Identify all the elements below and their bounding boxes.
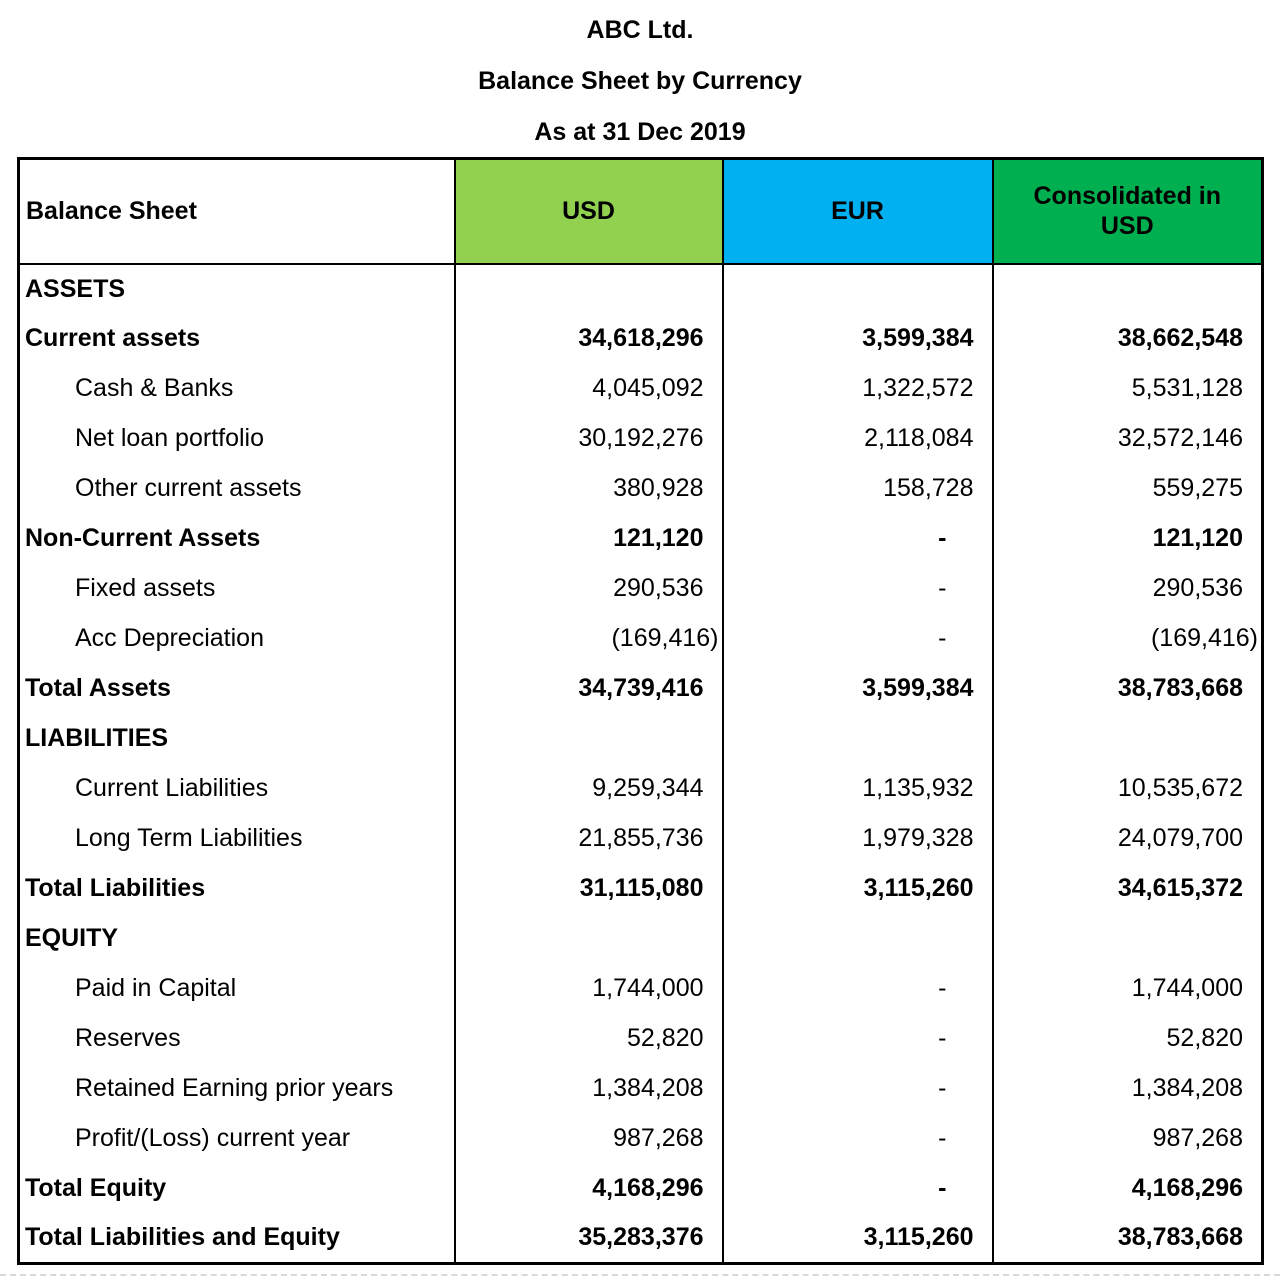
eur-value: 1,135,932 xyxy=(723,764,993,814)
usd-value: 35,283,376 xyxy=(455,1214,723,1264)
eur-value xyxy=(723,914,993,964)
eur-value: 3,599,384 xyxy=(723,314,993,364)
table-row-other-current-assets xyxy=(19,464,1263,514)
consolidated-value: 32,572,146 xyxy=(993,414,1263,464)
consolidated-value xyxy=(993,914,1263,964)
eur-value: 1,322,572 xyxy=(723,364,993,414)
table-row-liabilities xyxy=(19,714,1263,764)
table-row-acc-depreciation xyxy=(19,614,1263,664)
consolidated-value: 121,120 xyxy=(993,514,1263,564)
eur-value: 3,599,384 xyxy=(723,664,993,714)
eur-value xyxy=(723,714,993,764)
row-label: Non-Current Assets xyxy=(19,514,455,564)
table-row-total-liabilities-and-equity xyxy=(19,1214,1263,1264)
usd-value xyxy=(455,264,723,314)
table-row-reserves xyxy=(19,1014,1263,1064)
table-row-current-assets xyxy=(19,314,1263,364)
table-row-non-current-assets xyxy=(19,514,1263,564)
eur-value: 3,115,260 xyxy=(723,1214,993,1264)
company-name: ABC Ltd. xyxy=(586,16,694,44)
usd-value: 1,384,208 xyxy=(455,1064,723,1114)
usd-value: 290,536 xyxy=(455,564,723,614)
row-label: Total Liabilities xyxy=(19,864,455,914)
row-label: Retained Earning prior years xyxy=(19,1064,455,1114)
usd-value: 4,045,092 xyxy=(455,364,723,414)
consolidated-value: 1,384,208 xyxy=(993,1064,1263,1114)
table-row-assets xyxy=(19,264,1263,314)
consolidated-value: 10,535,672 xyxy=(993,764,1263,814)
row-label: Acc Depreciation xyxy=(19,614,455,664)
row-label: Current assets xyxy=(19,314,455,364)
table-row-total-equity xyxy=(19,1164,1263,1214)
header-balance-sheet: Balance Sheet xyxy=(19,159,455,264)
row-label: EQUITY xyxy=(19,914,455,964)
row-label: Profit/(Loss) current year xyxy=(19,1114,455,1164)
report-header xyxy=(0,0,1280,158)
eur-value: - xyxy=(723,614,993,664)
row-label: Paid in Capital xyxy=(19,964,455,1014)
eur-value: 1,979,328 xyxy=(723,814,993,864)
eur-value: - xyxy=(723,514,993,564)
usd-value: 987,268 xyxy=(455,1114,723,1164)
eur-value xyxy=(723,264,993,314)
consolidated-value: 52,820 xyxy=(993,1014,1263,1064)
consolidated-value: 38,783,668 xyxy=(993,664,1263,714)
consolidated-value: 290,536 xyxy=(993,564,1263,614)
report-title: Balance Sheet by Currency xyxy=(478,67,802,95)
table-row-paid-in-capital xyxy=(19,964,1263,1014)
eur-value: - xyxy=(723,1014,993,1064)
eur-value: 2,118,084 xyxy=(723,414,993,464)
eur-value: 158,728 xyxy=(723,464,993,514)
row-label: Total Assets xyxy=(19,664,455,714)
consolidated-value xyxy=(993,714,1263,764)
table-row-total-liabilities xyxy=(19,864,1263,914)
eur-value: - xyxy=(723,964,993,1014)
header-usd: USD xyxy=(455,159,723,264)
usd-value: (169,416) xyxy=(455,614,723,664)
consolidated-value: 1,744,000 xyxy=(993,964,1263,1014)
usd-value: 52,820 xyxy=(455,1014,723,1064)
consolidated-value: 4,168,296 xyxy=(993,1164,1263,1214)
header-eur: EUR xyxy=(723,159,993,264)
table-row-profit-loss-current-year xyxy=(19,1114,1263,1164)
row-label: Total Liabilities and Equity xyxy=(19,1214,455,1264)
consolidated-value: (169,416) xyxy=(993,614,1263,664)
consolidated-value: 987,268 xyxy=(993,1114,1263,1164)
usd-value xyxy=(455,914,723,964)
consolidated-value: 5,531,128 xyxy=(993,364,1263,414)
usd-value: 34,739,416 xyxy=(455,664,723,714)
usd-value: 30,192,276 xyxy=(455,414,723,464)
table-row-total-assets xyxy=(19,664,1263,714)
row-label: Cash & Banks xyxy=(19,364,455,414)
row-label: Other current assets xyxy=(19,464,455,514)
eur-value: - xyxy=(723,564,993,614)
row-label: Total Equity xyxy=(19,1164,455,1214)
usd-value: 31,115,080 xyxy=(455,864,723,914)
usd-value: 380,928 xyxy=(455,464,723,514)
header-consolidated xyxy=(993,159,1263,264)
row-label: Fixed assets xyxy=(19,564,455,614)
consolidated-value: 38,662,548 xyxy=(993,314,1263,364)
usd-value: 4,168,296 xyxy=(455,1164,723,1214)
usd-value: 9,259,344 xyxy=(455,764,723,814)
table-row-equity xyxy=(19,914,1263,964)
row-label: Net loan portfolio xyxy=(19,414,455,464)
table-row-cash-banks xyxy=(19,364,1263,414)
table-row-fixed-assets xyxy=(19,564,1263,614)
sheet-gridline xyxy=(0,1274,1280,1276)
eur-value: - xyxy=(723,1114,993,1164)
row-label: LIABILITIES xyxy=(19,714,455,764)
header-consolidated-label: Consolidated in USD xyxy=(1033,182,1221,241)
usd-value: 121,120 xyxy=(455,514,723,564)
usd-value: 1,744,000 xyxy=(455,964,723,1014)
table-header-row xyxy=(19,159,1263,264)
usd-value: 34,618,296 xyxy=(455,314,723,364)
report-date: As at 31 Dec 2019 xyxy=(534,118,746,146)
row-label: Long Term Liabilities xyxy=(19,814,455,864)
table-row-long-term-liabilities xyxy=(19,814,1263,864)
eur-value: 3,115,260 xyxy=(723,864,993,914)
consolidated-value: 38,783,668 xyxy=(993,1214,1263,1264)
eur-value: - xyxy=(723,1164,993,1214)
row-label: Current Liabilities xyxy=(19,764,455,814)
row-label: Reserves xyxy=(19,1014,455,1064)
consolidated-value: 34,615,372 xyxy=(993,864,1263,914)
consolidated-value: 559,275 xyxy=(993,464,1263,514)
consolidated-value: 24,079,700 xyxy=(993,814,1263,864)
usd-value xyxy=(455,714,723,764)
table-row-current-liabilities xyxy=(19,764,1263,814)
table-row-net-loan-portfolio xyxy=(19,414,1263,464)
balance-sheet-table xyxy=(17,157,1264,1265)
usd-value: 21,855,736 xyxy=(455,814,723,864)
table-row-retained-earning-prior-years xyxy=(19,1064,1263,1114)
eur-value: - xyxy=(723,1064,993,1114)
row-label: ASSETS xyxy=(19,264,455,314)
consolidated-value xyxy=(993,264,1263,314)
